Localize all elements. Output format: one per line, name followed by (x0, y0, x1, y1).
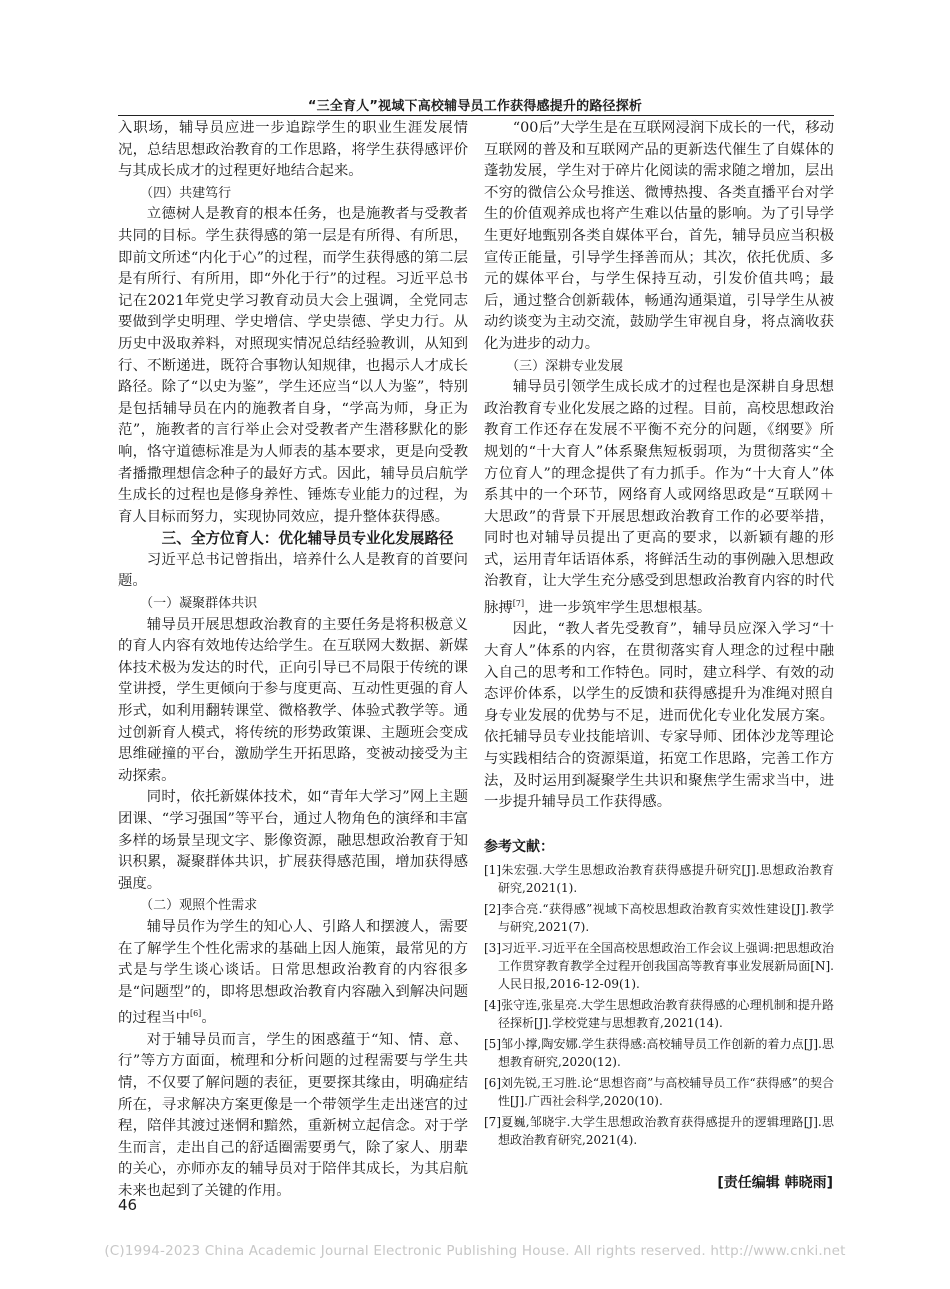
subheading-1: （一）凝聚群体共识 (140, 596, 258, 612)
paragraph-4a: 立德树人是教育的根本任务，也是施教者与受教者共同的目标。学生获得感的第一层是有所得、有所思，即前文所述“内化于心”的过程，而学生获得感的第二层是有所行、有所用，即“外化于行”的过程。习近平总书记在2021年党史学习教育动员大会上强调，全党同志要做到学史明理、学史增信、学史崇德、学史力行。从历史中汲取养料，对照现实情况总结经验教训，从知到行、不断递进，既符合事物认知规律，也揭示人才成长路径。除了“以史为鉴”，学生还应当“以人为鉴”，特别是包括辅导员在内的施教者自身，“学高为师，身正为范”，施教者的言行举止会对受教者产生潜移默化的影响，恪守道德标准是为人师表的基本要求，更是向受教者播撒理想信念种子的最好方式。因此，辅导员启航学生成长的过程也是修身养性、锤炼专业能力的过程，为育人目标而努力，实现协同效应，提升整体获得感。 (118, 206, 468, 525)
reference-item: [1]朱宏强.大学生思想政治教育获得感提升研究[J].思想政治教育研究,2021(1). (484, 863, 834, 896)
paragraph-intro: 入职场，辅导员应进一步追踪学生的职业生涯发展情况，总结思想政治教育的工作思路，将学生获得感评价与其成长成才的过程更好地结合起来。 (118, 120, 468, 180)
references-title: 参考文献： (484, 838, 554, 855)
right-column (484, 118, 834, 1152)
citation-6: [6] (189, 1009, 202, 1019)
left-column (118, 118, 468, 1202)
paragraph-3a-end: ，进一步筑牢学生思想根基。 (524, 599, 712, 616)
reference-item: [3]习近平.习近平在全国高校思想政治工作会议上强调:把思想政治工作贯穿教育教学全过程开创我国高等教育事业发展新局面[N].人民日报,2016-12-09(1). (484, 941, 834, 992)
paragraph-2b: 对于辅导员而言，学生的困惑蕴于“知、情、意、行”等方方面面，梳理和分析问题的过程需要与学生共情，不仅要了解问题的表征，更要探其缘由，明确症结所在，寻求解决方案更像是一个带领学生走出迷宫的过程，陪伴其渡过迷惘和黯然，重新树立起信念。对于学生而言，走出自己的舒适圈需要勇气，除了家人、朋辈的关心，亦师亦友的辅导员对于陪伴其成长，为其启航未来也起到了关键的作用。 (118, 1031, 468, 1199)
reference-item: [2]李合亮.“获得感”视域下高校思想政治教育实效性建设[J].教学与研究,2021(7). (484, 902, 834, 935)
reference-item: [5]邹小撑,陶安娜.学生获得感:高校辅导员工作创新的着力点[J].思想教育研究,2020(12). (484, 1037, 834, 1070)
page-number: 46 (118, 1196, 138, 1214)
paragraph-2a (118, 917, 468, 1030)
subheading-3: （三）深耕专业发展 (506, 358, 624, 374)
subheading-4: （四）共建笃行 (140, 185, 232, 201)
paragraph-3b: 因此，“教人者先受教育”，辅导员应深入学习“十大育人”体系的内容，在贯彻落实育人理念的过程中融入自己的思考和工作特色。同时，建立科学、有效的动态评价体系，以学生的反馈和获得感提升为准绳对照自身专业发展的优势与不足，进而优化专业化发展方案。依托辅导员专业技能培训、专家导师、团体沙龙等理论与实践相结合的资源渠道，拓宽工作思路，完善工作方法，及时运用到凝聚学生共识和聚焦学生需求当中，进一步提升辅导员工作获得感。 (484, 621, 834, 811)
reference-item: [6]刘先锐,王习胜.论“思想咨商”与高校辅导员工作“获得感”的契合性[J].广西社会科学,2020(10). (484, 1076, 834, 1109)
citation-7: [7] (512, 599, 525, 609)
paragraph-3a-text: 辅导员引领学生成长成才的过程也是深耕自身思想政治教育专业化发展之路的过程。目前，高校思想政治教育工作还存在发展不平衡不充分的问题，《纲要》所规划的“十大育人”体系聚焦短板弱项，为贯彻落实“全方位育人”的理念提供了有力抓手。作为“十大育人”体系其中的一个环节，网络育人或网络思政是“互联网＋大思政”的背景下开展思想政治教育工作的必要举措，同时也对辅导员提出了更高的要求，以新颖有趣的形式，运用青年话语体系，将鲜活生动的事例融入思想政治教育，让大学生充分感受到思想政治教育内容的时代脉搏 (484, 379, 834, 616)
running-header: “三全育人”视域下高校辅导员工作获得感提升的路径探析 (307, 99, 643, 114)
reference-item: [4]张守连,张星亮.大学生思想政治教育获得感的心理机制和提升路径探析[J].学校党建与思想教育,2021(14). (484, 998, 834, 1031)
paragraph-3-intro: 习近平总书记曾指出，培养什么人是教育的首要问题。 (118, 551, 468, 590)
reference-item: [7]夏巍,邹晓宇.大学生思想政治教育获得感提升的逻辑理路[J].思想政治教育研究,2021(4). (484, 1115, 834, 1148)
header-rule (118, 115, 834, 116)
section-3-title: 三、全方位育人：优化辅导员专业化发展路径 (161, 530, 454, 548)
paragraph-2a-text: 辅导员作为学生的知心人、引路人和摆渡人，需要在了解学生个性化需求的基础上因人施策，最常见的方式是与学生谈心谈话。日常思想政治教育的内容很多是“问题型”的，即将思想政治教育内容融入到解决问题的过程当中 (118, 918, 468, 1027)
paragraph-2a-end: 。 (201, 1010, 216, 1027)
editor-credit: [责任编辑 韩晓雨] (717, 1175, 833, 1191)
paragraph-1a: 辅导员开展思想政治教育的主要任务是将积极意义的育人内容有效地传达给学生。在互联网大数据、新媒体技术极为发达的时代，正向引导已不局限于传统的课堂讲授，学生更倾向于参与度更高、互动性更强的育人形式，如利用翻转课堂、微格教学、体验式教学等。通过创新育人模式，将传统的形势政策课、主题班会变成思维碰撞的平台，激励学生开拓思路，变被动接受为主动探索。 (118, 616, 468, 784)
subheading-2: （二）观照个性需求 (140, 898, 258, 914)
paragraph-1b: 同时，依托新媒体技术，如“青年大学习”网上主题团课、“学习强国”等平台，通过人物角色的演绎和丰富多样的场景呈现文字、影像资源，融思想政治教育于知识积累，凝聚群体共识，扩展获得感范围，增加获得感强度。 (118, 789, 468, 892)
paragraph-3a (484, 377, 834, 619)
paragraph-00hou: “00后”大学生是在互联网浸润下成长的一代，移动互联网的普及和互联网产品的更新迭代催生了自媒体的蓬勃发展，学生对于碎片化阅读的需求随之增加，层出不穷的微信公众号推送、微博热搜、各类直播平台对学生的价值观养成也将产生难以估量的影响。为了引导学生更好地甄别各类自媒体平台，首先，辅导员应当积极宣传正能量，引导学生择善而从；其次，依托优质、多元的媒体平台，与学生保持互动，引发价值共鸣；最后，通过整合创新载体，畅通沟通渠道，引导学生从被动约谈变为主动交流，鼓励学生审视自身，将点滴收获化为进步的动力。 (484, 120, 834, 352)
copyright-watermark: (C)1994-2023 China Academic Journal Electronic Publishing House. All rights reserved. http://www.cnki.net (104, 1243, 846, 1259)
